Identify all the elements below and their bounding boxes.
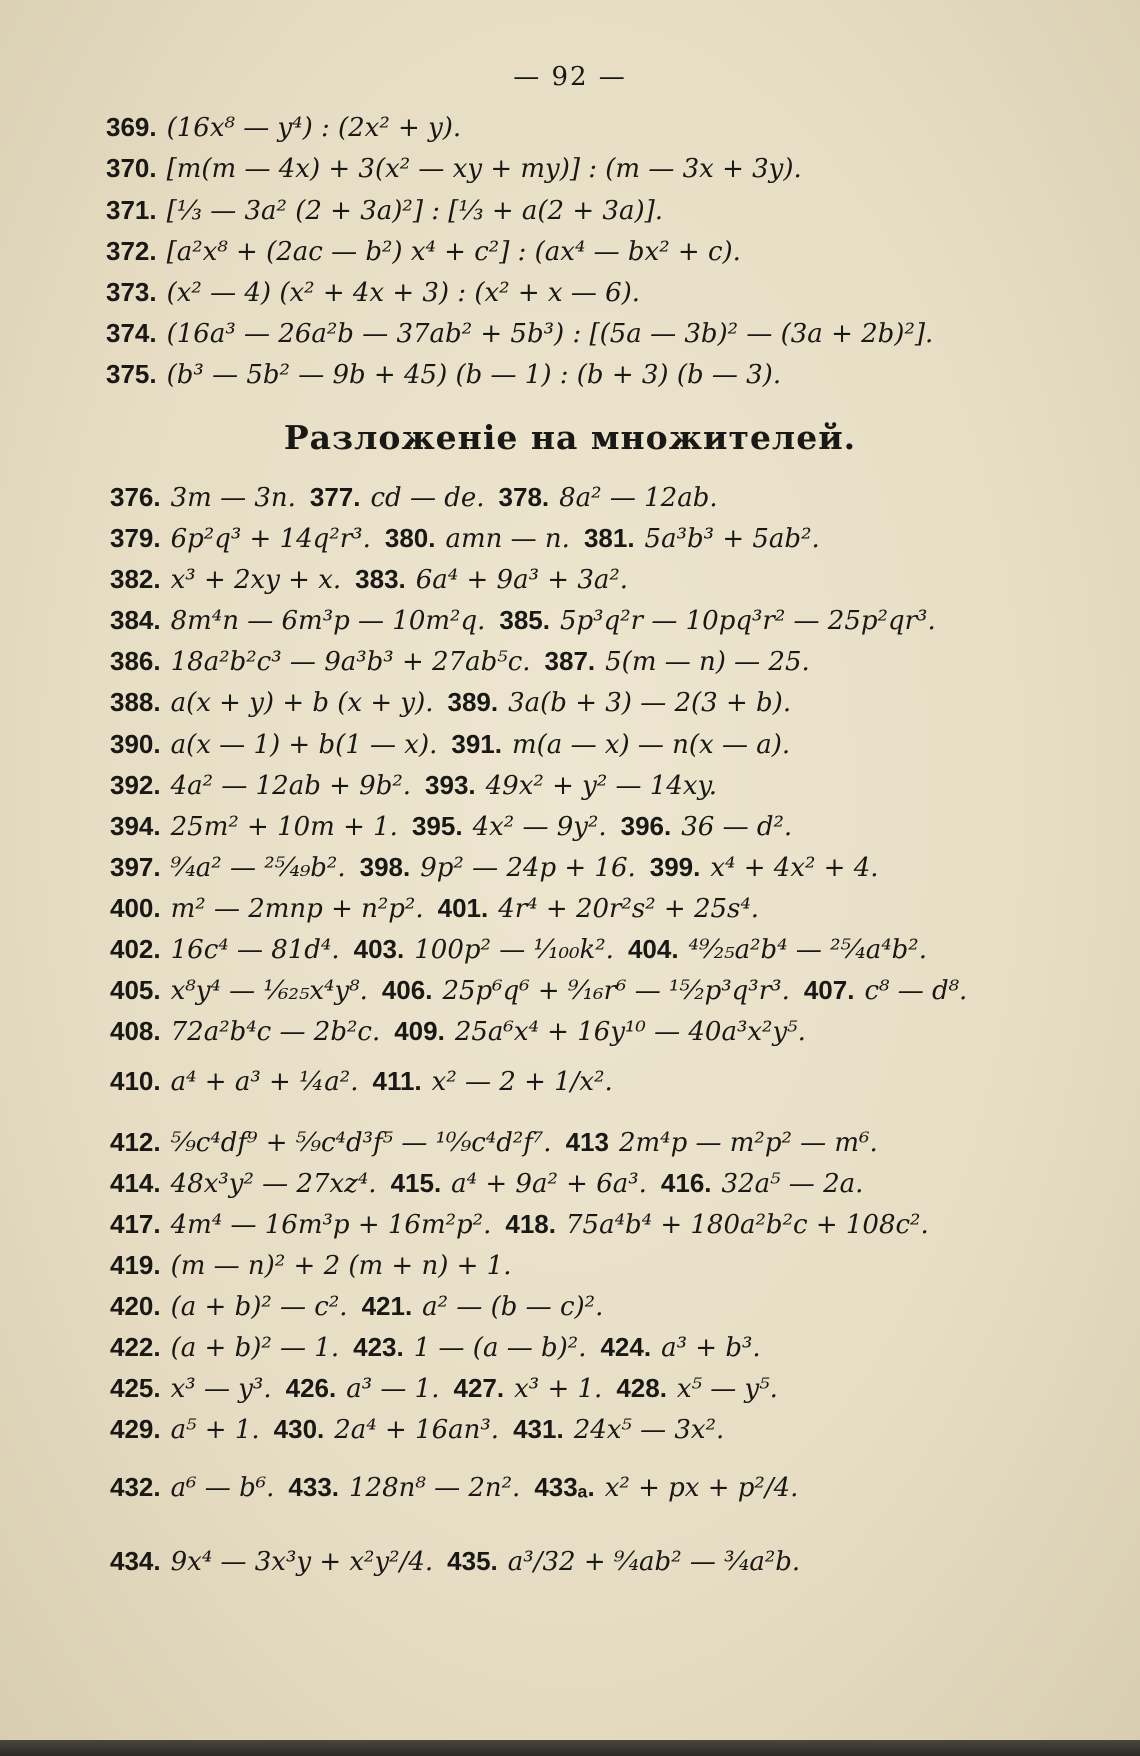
problem-expression: a⁴ + a³ + ¼a².: [170, 1067, 359, 1097]
problem-line: [106, 318, 933, 349]
problem-expression: 25m² + 10m + 1.: [170, 812, 398, 842]
problem-expression: 24x⁵ — 3x².: [573, 1415, 725, 1445]
problem-number: 381.: [583, 523, 635, 553]
problem-expression: 5a³b³ + 5ab².: [644, 524, 820, 554]
problem-number: 406.: [381, 975, 433, 1005]
problem-number: 430.: [273, 1414, 325, 1444]
problem-expression: a³ + b³.: [661, 1333, 761, 1363]
problem-line: [110, 1291, 603, 1322]
problem-expression: 5(m — n) — 25.: [605, 647, 810, 677]
problem-number: 417.: [110, 1209, 161, 1239]
problem-expression: 48x³y² — 27xz⁴.: [170, 1169, 377, 1199]
problem-expression: 4r⁴ + 20r²s² + 25s⁴.: [498, 894, 760, 924]
problem-line: [110, 1414, 724, 1445]
problem-expression: x⁴ + 4x² + 4.: [710, 853, 879, 883]
problem-number: 372.: [106, 236, 157, 266]
problem-number: 392.: [110, 770, 161, 800]
problem-line: [110, 770, 717, 801]
problem-number: 419.: [110, 1250, 161, 1280]
problem-expression: 9x⁴ — 3x³y + x²y²/4.: [170, 1547, 434, 1577]
problem-line: [110, 687, 791, 718]
problem-number: 413: [565, 1127, 609, 1157]
problem-number: 420.: [110, 1291, 161, 1321]
problem-expression: 4x² — 9y².: [472, 812, 607, 842]
problem-line: [106, 195, 663, 226]
problem-number: 427.: [453, 1373, 505, 1403]
problem-number: 414.: [110, 1168, 161, 1198]
problem-number: 398.: [359, 852, 411, 882]
problem-expression: a² — (b — c)².: [422, 1292, 604, 1322]
problem-number: 387.: [544, 646, 596, 676]
problem-number: 385.: [499, 605, 550, 635]
problem-line: [110, 1546, 800, 1577]
problem-expression: 8a² — 12ab.: [559, 483, 718, 513]
problem-number: 369.: [106, 112, 157, 142]
problem-line: [110, 852, 879, 883]
problem-expression: 25a⁶x⁴ + 16y¹⁰ — 40a³x²y⁵.: [454, 1017, 806, 1047]
problem-number: 395.: [411, 811, 463, 841]
problem-number: 433.: [288, 1472, 340, 1502]
problem-expression: 9p² — 24p + 16.: [420, 853, 636, 883]
problem-expression: 5p³q²r — 10pq³r² — 25p²qr³.: [559, 606, 936, 636]
problem-number: 380.: [384, 523, 436, 553]
problem-number: 382.: [110, 564, 161, 594]
problem-expression: 72a²b⁴c — 2b²c.: [170, 1017, 381, 1047]
problem-expression: (a + b)² — 1.: [170, 1333, 340, 1363]
problem-expression: 3a(b + 3) — 2(3 + b).: [508, 688, 792, 718]
problem-line: [110, 811, 792, 842]
problem-number: 393.: [425, 770, 476, 800]
problem-expression: x² — 2 + 1/x².: [431, 1067, 613, 1097]
problem-line: [110, 1373, 778, 1404]
problem-expression: 18a²b²c³ — 9a³b³ + 27ab⁵c.: [170, 647, 531, 677]
problem-number: 422.: [110, 1332, 161, 1362]
problem-number: 376.: [110, 482, 161, 512]
problem-line: [110, 729, 790, 760]
problem-expression: 75a⁴b⁴ + 180a²b²c + 108c².: [565, 1210, 929, 1240]
problem-expression: ⁵⁄₉c⁴df⁹ + ⁵⁄₉c⁴d³f⁵ — ¹⁰⁄₉c⁴d²f⁷.: [170, 1128, 552, 1158]
problem-number: 407.: [803, 975, 855, 1005]
problem-number: 401.: [437, 893, 489, 923]
problem-number: 412.: [110, 1127, 161, 1157]
problem-expression: [a²x⁸ + (2ac — b²) x⁴ + c²] : (ax⁴ — bx² + c).: [166, 237, 741, 267]
problem-line: [110, 1209, 929, 1240]
problem-number: 396.: [620, 811, 672, 841]
problem-expression: (16x⁸ — y⁴) : (2x² + y).: [166, 113, 462, 143]
problem-number: 374.: [106, 318, 157, 348]
problem-line: [110, 564, 628, 595]
problem-expression: x² + px + p²/4.: [604, 1473, 799, 1503]
problem-number: 411.: [372, 1066, 422, 1096]
problem-number: 378.: [498, 482, 550, 512]
problem-number: 390.: [110, 729, 161, 759]
problem-number: 425.: [110, 1373, 161, 1403]
problem-expression: ⁹⁄₄a² — ²⁵⁄₄₉b².: [170, 853, 346, 883]
problem-number: 371.: [106, 195, 157, 225]
problem-expression: a(x + y) + b (x + y).: [170, 688, 434, 718]
problem-number: 434.: [110, 1546, 161, 1576]
problem-number: 397.: [110, 852, 161, 882]
problem-number: 389.: [447, 687, 499, 717]
problem-expression: x⁵ — y⁵.: [676, 1374, 778, 1404]
problem-number: 433ₐ.: [534, 1472, 595, 1502]
problem-line: [106, 236, 741, 267]
problem-number: 400.: [110, 893, 161, 923]
problem-line: [110, 934, 927, 965]
problem-number: 410.: [110, 1066, 161, 1096]
problem-number: 435.: [447, 1546, 498, 1576]
problem-expression: 49x² + y² — 14xy.: [485, 771, 718, 801]
problem-number: 424.: [600, 1332, 652, 1362]
problem-number: 384.: [110, 605, 161, 635]
problem-expression: 1 — (a — b)².: [413, 1333, 587, 1363]
problem-expression: ⁴⁹⁄₂₅a²b⁴ — ²⁵⁄₄a⁴b².: [688, 935, 927, 965]
problem-expression: 4m⁴ — 16m³p + 16m²p².: [170, 1210, 492, 1240]
problem-line: [110, 482, 718, 513]
problem-number: 403.: [353, 934, 405, 964]
problem-expression: a⁶ — b⁶.: [170, 1473, 275, 1503]
problem-number: 375.: [106, 359, 157, 389]
problem-number: 405.: [110, 975, 161, 1005]
problem-expression: a⁵ + 1.: [170, 1415, 260, 1445]
problem-number: 423.: [353, 1332, 404, 1362]
problem-number: 379.: [110, 523, 161, 553]
problem-expression: 8m⁴n — 6m³p — 10m²q.: [170, 606, 486, 636]
problem-line: [106, 277, 640, 308]
problem-number: 416.: [660, 1168, 712, 1198]
problem-line: [110, 1016, 806, 1047]
problem-line: [106, 112, 461, 143]
problem-expression: m² — 2mnp + n²p².: [170, 894, 424, 924]
problem-line: [110, 893, 759, 924]
problem-expression: a(x — 1) + b(1 — x).: [170, 730, 438, 760]
problem-line: [106, 153, 802, 184]
problem-line: [110, 1066, 613, 1097]
problem-line: [106, 359, 781, 390]
problem-expression: [⅓ — 3a² (2 + 3a)²] : [⅓ + a(2 + 3a)].: [166, 196, 664, 226]
problem-number: 432.: [110, 1472, 161, 1502]
problem-line: [110, 975, 967, 1006]
problem-number: 429.: [110, 1414, 161, 1444]
problem-line: [110, 646, 810, 677]
problem-expression: a³ — 1.: [346, 1374, 440, 1404]
problem-number: 394.: [110, 811, 161, 841]
problem-number: 383.: [355, 564, 406, 594]
problem-line: [110, 1472, 798, 1503]
problem-number: 421.: [361, 1291, 413, 1321]
problem-expression: 32a⁵ — 2a.: [721, 1169, 864, 1199]
problem-line: [110, 1332, 761, 1363]
problem-number: 377.: [309, 482, 361, 512]
problem-expression: x³ + 1.: [514, 1374, 603, 1404]
problem-number: 415.: [390, 1168, 442, 1198]
problem-number: 391.: [451, 729, 502, 759]
problem-expression: cd — de.: [370, 483, 485, 513]
problem-number: 408.: [110, 1016, 161, 1046]
problem-number: 373.: [106, 277, 157, 307]
problem-number: 402.: [110, 934, 161, 964]
problem-line: [110, 1250, 512, 1281]
problem-expression: 36 — d².: [681, 812, 793, 842]
problem-number: 399.: [649, 852, 701, 882]
problem-expression: 6p²q³ + 14q²r³.: [170, 524, 371, 554]
problem-expression: (m — n)² + 2 (m + n) + 1.: [170, 1251, 512, 1281]
problem-expression: 3m — 3n.: [170, 483, 296, 513]
problem-line: [110, 1168, 863, 1199]
problem-expression: (16a³ — 26a²b — 37ab² + 5b³) : [(5a — 3b)² — (3a + 2b)²].: [166, 319, 934, 349]
section-heading: Разложеніе на множителей.: [283, 418, 857, 457]
problem-expression: a⁴ + 9a² + 6a³.: [451, 1169, 647, 1199]
problem-line: [110, 1127, 878, 1158]
problem-expression: x³ — y³.: [170, 1374, 272, 1404]
problem-line: [110, 523, 820, 554]
problem-number: 428.: [616, 1373, 667, 1403]
problem-number: 426.: [285, 1373, 337, 1403]
problem-expression: c⁸ — d⁸.: [864, 976, 968, 1006]
problem-expression: 16c⁴ — 81d⁴.: [170, 935, 340, 965]
problem-expression: x³ + 2xy + x.: [170, 565, 342, 595]
problem-number: 386.: [110, 646, 161, 676]
problem-number: 370.: [106, 153, 157, 183]
problem-expression: (b³ — 5b² — 9b + 45) (b — 1) : (b + 3) (b — 3).: [166, 360, 782, 390]
problem-line: [110, 605, 936, 636]
problem-number: 404.: [627, 934, 679, 964]
problem-expression: 2m⁴p — m²p² — m⁶.: [618, 1128, 878, 1158]
page-number: — 92 —: [513, 62, 627, 92]
problem-number: 388.: [110, 687, 161, 717]
problem-number: 431.: [513, 1414, 564, 1444]
problem-expression: [m(m — 4x) + 3(x² — xy + my)] : (m — 3x + 3y).: [166, 154, 802, 184]
problem-expression: (a + b)² — c².: [170, 1292, 348, 1322]
problem-expression: (x² — 4) (x² + 4x + 3) : (x² + x — 6).: [166, 278, 641, 308]
problem-expression: 25p⁶q⁶ + ⁹⁄₁₆r⁶ — ¹⁵⁄₂p³q³r³.: [442, 976, 790, 1006]
problem-expression: x⁸y⁴ — ¹⁄₆₂₅x⁴y⁸.: [170, 976, 368, 1006]
problem-expression: 100p² — ¹⁄₁₀₀k².: [414, 935, 614, 965]
problem-expression: 128n⁸ — 2n².: [349, 1473, 521, 1503]
problem-expression: 4a² — 12ab + 9b².: [170, 771, 412, 801]
problem-expression: m(a — x) — n(x — a).: [512, 730, 791, 760]
problem-expression: 6a⁴ + 9a³ + 3a².: [415, 565, 629, 595]
problem-expression: a³/32 + ⁹⁄₄ab² — ³⁄₄a²b.: [507, 1547, 801, 1577]
problem-number: 418.: [505, 1209, 556, 1239]
problem-expression: amn — n.: [445, 524, 570, 554]
problem-expression: 2a⁴ + 16an³.: [334, 1415, 500, 1445]
problem-number: 409.: [394, 1016, 445, 1046]
